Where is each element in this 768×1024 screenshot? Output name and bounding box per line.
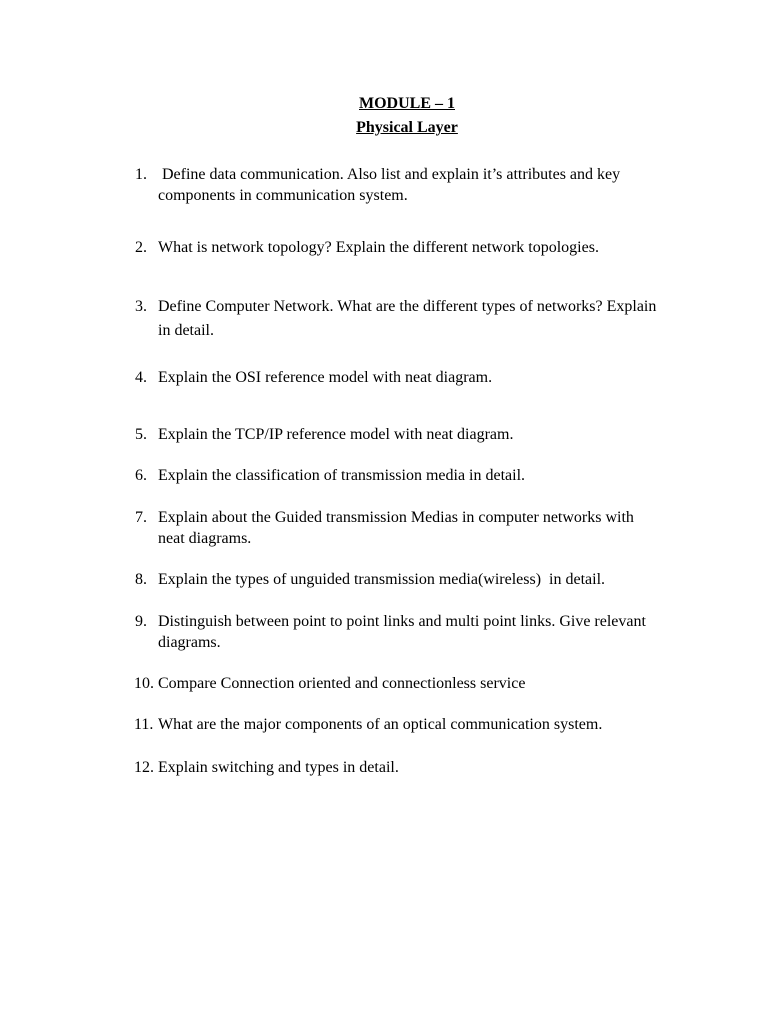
question-number: 10. xyxy=(134,675,154,692)
question-number: 9. xyxy=(135,613,147,630)
question-number: 7. xyxy=(135,509,147,526)
question-text: Distinguish between point to point links and multi point links. Give relevant diagrams. xyxy=(158,613,646,651)
question-number: 4. xyxy=(135,369,147,386)
question-number: 8. xyxy=(135,571,147,588)
question-text: Compare Connection oriented and connectionless service xyxy=(158,675,526,692)
question-text: What is network topology? Explain the different network topologies. xyxy=(158,239,599,256)
question-number: 5. xyxy=(135,426,147,443)
question-text: Explain the TCP/IP reference model with neat diagram. xyxy=(158,426,514,443)
question-number: 1. xyxy=(135,166,147,183)
question-number: 6. xyxy=(135,467,147,484)
question-text: Explain the classification of transmission media in detail. xyxy=(158,467,526,484)
question-text: What are the major components of an optical communication system. xyxy=(158,716,603,733)
question-text: Explain about the Guided transmission Medias in computer networks with neat diagrams. xyxy=(158,509,634,547)
question-number: 11. xyxy=(134,716,154,733)
question-text: Explain the types of unguided transmission media(wireless) in detail. xyxy=(158,571,606,588)
question-number: 2. xyxy=(135,239,147,256)
question-text: Explain switching and types in detail. xyxy=(158,759,399,776)
module-title: MODULE – 1 xyxy=(359,95,455,112)
question-text: Define data communication. Also list and explain it’s attributes and key components in communication system. xyxy=(158,166,625,204)
subject-title: Physical Layer xyxy=(356,119,458,136)
question-text: Explain the OSI reference model with neat diagram. xyxy=(158,369,493,386)
question-text: Define Computer Network. What are the different types of networks? Explain in detail. xyxy=(158,298,657,339)
question-number: 3. xyxy=(135,298,147,315)
question-number: 12. xyxy=(134,759,154,776)
